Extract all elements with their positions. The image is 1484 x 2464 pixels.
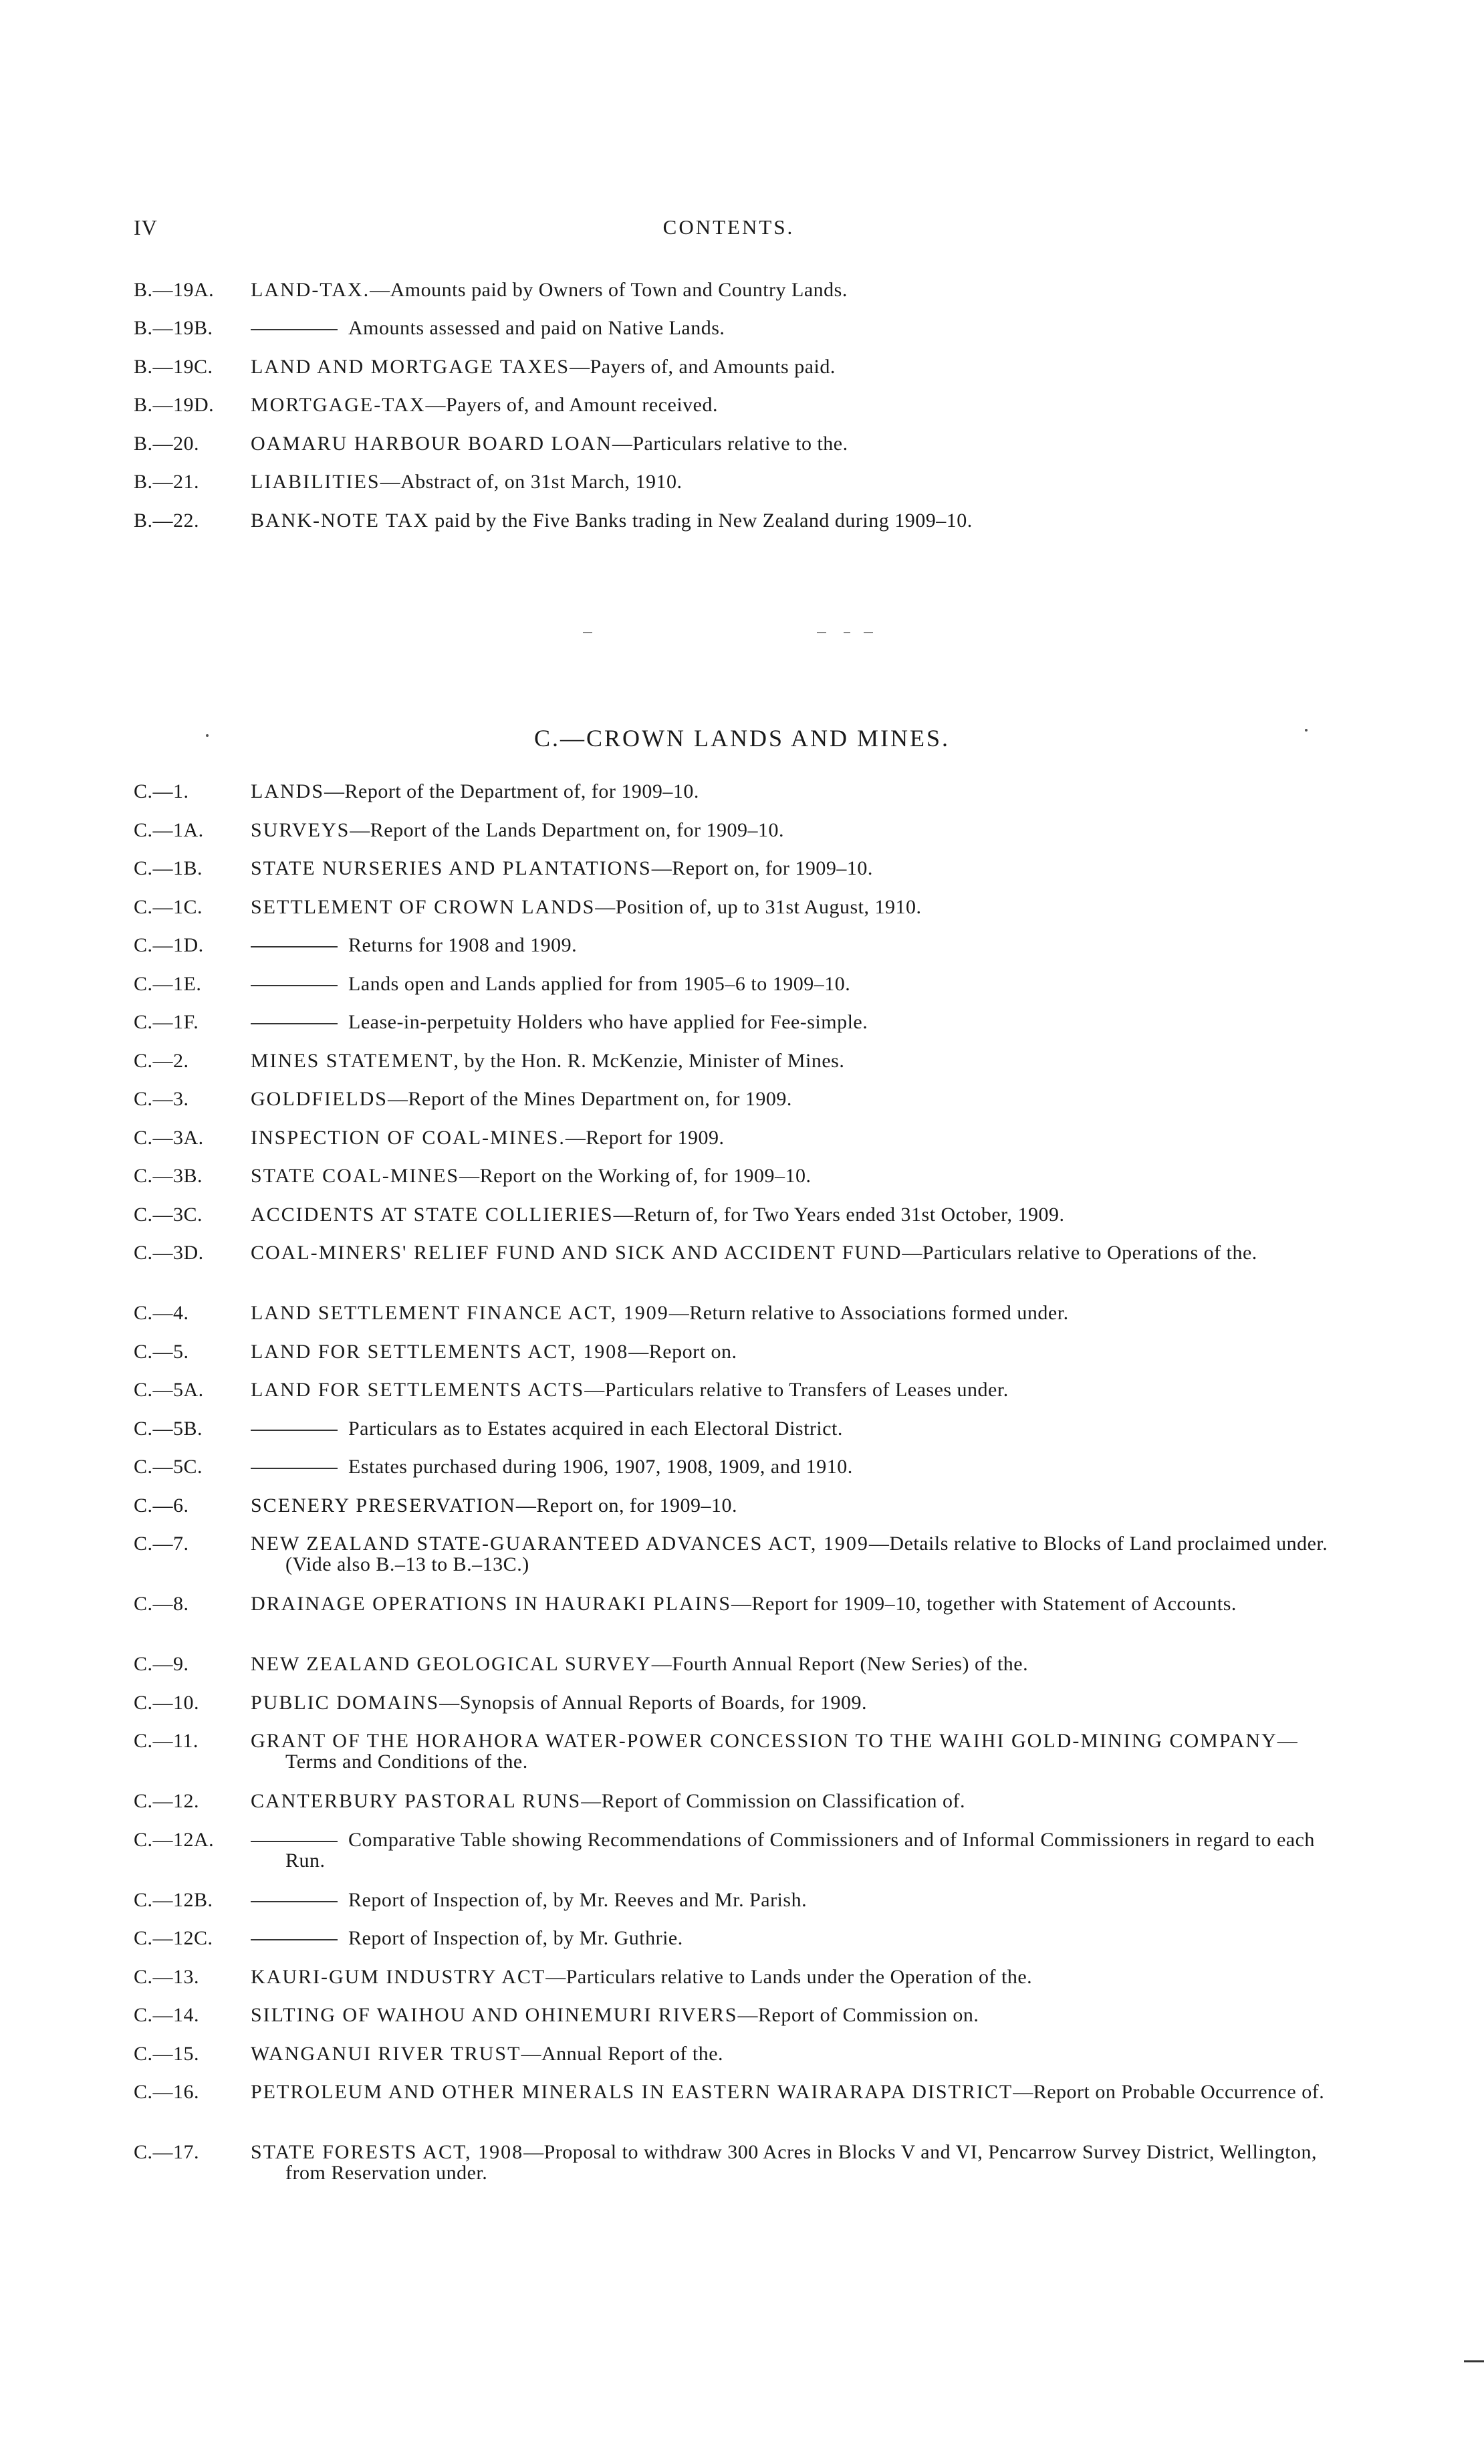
- entry-code: C.—3A.: [134, 1127, 204, 1149]
- entry-description: —Amounts paid by Owners of Town and Country Lands.: [370, 279, 848, 301]
- entry-title: WANGANUI RIVER TRUST: [251, 2043, 521, 2065]
- entry-description: —Report of Commission on.: [737, 2004, 979, 2026]
- separator-mark: [844, 632, 850, 633]
- entry-title: PUBLIC DOMAINS: [251, 1692, 440, 1714]
- contents-entry: [134, 935, 1330, 956]
- entry-title: KAURI-GUM INDUSTRY ACT: [251, 1966, 546, 1988]
- ditto-rule: [251, 1939, 338, 1940]
- contents-entry: [134, 1791, 1330, 1811]
- entry-text: [251, 471, 1330, 492]
- entry-title: LAND AND MORTGAGE TAXES: [251, 356, 570, 378]
- entry-title: LAND FOR SETTLEMENTS ACTS: [251, 1379, 585, 1401]
- contents-entry: [134, 1890, 1330, 1910]
- entry-description: Estates purchased during 1906, 1907, 1908, 1909, and 1910.: [348, 1456, 853, 1478]
- entry-title: LAND FOR SETTLEMENTS ACT, 1908: [251, 1341, 629, 1363]
- contents-entry: [134, 1730, 1330, 1772]
- separator-mark: [817, 632, 826, 633]
- contents-entry: [134, 318, 1330, 338]
- contents-entry: [134, 1204, 1330, 1225]
- contents-entry: [134, 279, 1330, 300]
- entry-code: C.—13.: [134, 1966, 200, 1988]
- contents-entry: [134, 1967, 1330, 1987]
- entry-description: —Terms and Conditions of the.: [285, 1730, 1298, 1773]
- entry-code: C.—11.: [134, 1730, 199, 1752]
- contents-entry: [134, 1303, 1330, 1323]
- entry-text: [251, 1890, 1330, 1910]
- entry-description: —Abstract of, on 31st March, 1910.: [380, 471, 683, 493]
- entry-description: —Payers of, and Amount received.: [425, 394, 718, 416]
- contents-entry: [134, 2043, 1330, 2064]
- entry-text: [251, 1829, 1330, 1871]
- entry-title: GOLDFIELDS: [251, 1088, 388, 1110]
- entry-text: [251, 897, 1330, 917]
- ditto-rule: [251, 946, 338, 947]
- entry-code: C.—3C.: [134, 1204, 203, 1226]
- entry-description: —Return of, for Two Years ended 31st October, 1909.: [613, 1204, 1065, 1226]
- entry-text: [251, 1967, 1330, 1987]
- entry-title: LAND SETTLEMENT FINANCE ACT, 1909: [251, 1302, 669, 1324]
- entry-text: [251, 1204, 1330, 1225]
- entry-description: —Return relative to Associations formed under.: [668, 1302, 1069, 1324]
- contents-entry: [134, 781, 1330, 802]
- entry-description: Amounts assessed and paid on Native Lands.: [348, 317, 725, 339]
- entry-title: MINES STATEMENT: [251, 1050, 454, 1072]
- entry-code: C.—15.: [134, 2043, 200, 2065]
- contents-entry: [134, 1928, 1330, 1948]
- entry-description: —Report of the Department of, for 1909–10.: [324, 780, 699, 802]
- entry-description: —Payers of, and Amounts paid.: [570, 356, 836, 378]
- entry-description: —Report of Commission on Classification of.: [581, 1790, 966, 1812]
- entry-description: —Report on.: [628, 1341, 737, 1363]
- entry-code: B.—19D.: [134, 394, 215, 416]
- contents-entry: [134, 1418, 1330, 1439]
- ditto-rule: [251, 1901, 338, 1902]
- contents-entry: [134, 1127, 1330, 1148]
- entry-code: C.—2.: [134, 1050, 189, 1072]
- contents-entry: [134, 395, 1330, 415]
- entry-description: —Fourth Annual Report (New Series) of the.: [651, 1653, 1029, 1675]
- entry-code: B.—21.: [134, 471, 200, 493]
- entry-code: B.—19B.: [134, 317, 213, 339]
- entry-text: [251, 1593, 1330, 1614]
- entry-description: Report of Inspection of, by Mr. Reeves and Mr. Parish.: [348, 1889, 808, 1911]
- entry-title: CANTERBURY PASTORAL RUNS: [251, 1790, 582, 1812]
- entry-text: [251, 395, 1330, 415]
- margin-mark: [1464, 2360, 1484, 2362]
- entry-description: —Report for 1909.: [565, 1127, 725, 1149]
- entry-description: —Annual Report of the.: [521, 2043, 724, 2065]
- entry-code: C.—12A.: [134, 1829, 215, 1851]
- contents-entry: [134, 1829, 1330, 1871]
- entry-title: LIABILITIES: [251, 471, 380, 493]
- entry-text: [251, 1533, 1330, 1575]
- entry-text: [251, 974, 1330, 994]
- entry-description: , by the Hon. R. McKenzie, Minister of Mines.: [453, 1050, 845, 1072]
- entry-text: [251, 1928, 1330, 1948]
- entry-title: SURVEYS: [251, 819, 350, 841]
- entry-description: —Report of the Lands Department on, for 1909–10.: [350, 819, 784, 841]
- contents-entry: [134, 1242, 1330, 1263]
- entry-description: Lands open and Lands applied for from 1905–6 to 1909–10.: [348, 973, 851, 995]
- contents-entry: [134, 1050, 1330, 1071]
- contents-entry: [134, 974, 1330, 994]
- entry-text: [251, 781, 1330, 802]
- entry-code: C.—5C.: [134, 1456, 203, 1478]
- contents-entry: [134, 820, 1330, 841]
- contents-entry: [134, 1495, 1330, 1516]
- entry-code: C.—1F.: [134, 1011, 199, 1033]
- contents-entry: [134, 1654, 1330, 1674]
- entry-text: [251, 510, 1330, 531]
- entry-code: B.—20.: [134, 433, 200, 455]
- contents-entry: [134, 1089, 1330, 1109]
- entry-description: —Particulars relative to Transfers of Leases under.: [584, 1379, 1009, 1401]
- entry-title: ACCIDENTS AT STATE COLLIERIES: [251, 1204, 614, 1226]
- ditto-rule: [251, 1430, 338, 1431]
- entry-text: [251, 2005, 1330, 2025]
- entry-description: Returns for 1908 and 1909.: [348, 934, 578, 956]
- entry-code: C.—16.: [134, 2081, 200, 2103]
- contents-entry: [134, 433, 1330, 454]
- ditto-rule: [251, 1468, 338, 1469]
- entry-title: PETROLEUM AND OTHER MINERALS IN EASTERN WAIRARAPA DISTRICT: [251, 2081, 1013, 2103]
- entry-title: STATE NURSERIES AND PLANTATIONS: [251, 857, 652, 879]
- entry-description: —Synopsis of Annual Reports of Boards, for 1909.: [439, 1692, 868, 1714]
- entry-code: C.—5.: [134, 1341, 189, 1363]
- entry-code: C.—5B.: [134, 1418, 203, 1440]
- entry-text: [251, 858, 1330, 879]
- entry-description: Comparative Table showing Recommendations of Commissioners and of Informal Commissioners in regard to each Run.: [285, 1829, 1315, 1872]
- entry-code: B.—22.: [134, 510, 200, 532]
- entry-text: [251, 2082, 1330, 2102]
- entry-text: [251, 1379, 1330, 1400]
- entry-description: —Position of, up to 31st August, 1910.: [595, 896, 922, 918]
- contents-entry: [134, 2082, 1330, 2102]
- entry-code: C.—3.: [134, 1088, 189, 1110]
- contents-entry: [134, 471, 1330, 492]
- contents-entry: [134, 356, 1330, 377]
- ditto-rule: [251, 1023, 338, 1024]
- entry-text: [251, 1012, 1330, 1032]
- entry-code: C.—12C.: [134, 1927, 213, 1949]
- entry-title: LANDS: [251, 780, 325, 802]
- entry-text: [251, 1730, 1330, 1772]
- entry-title: SILTING OF WAIHOU AND OHINEMURI RIVERS: [251, 2004, 738, 2026]
- entry-code: C.—1E.: [134, 973, 202, 995]
- entry-description: Particulars as to Estates acquired in each Electoral District.: [348, 1418, 843, 1440]
- entry-text: [251, 1456, 1330, 1477]
- ditto-rule: [251, 329, 338, 330]
- entry-code: C.—1C.: [134, 896, 203, 918]
- entry-code: C.—1D.: [134, 934, 204, 956]
- entry-code: C.—6.: [134, 1494, 189, 1517]
- contents-entry: [134, 1692, 1330, 1713]
- entry-code: C.—17.: [134, 2141, 200, 2163]
- entry-text: [251, 279, 1330, 300]
- entry-text: [251, 820, 1330, 841]
- entry-description: Lease-in-perpetuity Holders who have applied for Fee-simple.: [348, 1011, 868, 1033]
- entry-title: NEW ZEALAND STATE-GUARANTEED ADVANCES ACT, 1909: [251, 1533, 869, 1555]
- contents-entry: [134, 1165, 1330, 1186]
- entry-text: [251, 1654, 1330, 1674]
- ditto-rule: [251, 985, 338, 986]
- entry-text: [251, 1089, 1330, 1109]
- entry-text: [251, 935, 1330, 956]
- running-head: CONTENTS.: [662, 215, 795, 239]
- entry-text: [251, 1050, 1330, 1071]
- entry-text: [251, 1303, 1330, 1323]
- entry-description: —Report of the Mines Department on, for 1909.: [388, 1088, 792, 1110]
- contents-entry: [134, 897, 1330, 917]
- entry-description: paid by the Five Banks trading in New Zealand during 1909–10.: [429, 510, 973, 532]
- entry-description: —Particulars relative to the.: [612, 433, 848, 455]
- entry-code: C.—1.: [134, 780, 189, 802]
- entry-text: [251, 318, 1330, 338]
- entry-title: MORTGAGE-TAX: [251, 394, 426, 416]
- entry-text: [251, 1418, 1330, 1439]
- entry-description: —Particulars relative to Lands under the Operation of the.: [545, 1966, 1033, 1988]
- entry-code: C.—12.: [134, 1790, 200, 1812]
- ditto-rule: [251, 1841, 338, 1842]
- separator-mark: [583, 632, 592, 633]
- entry-title: GRANT OF THE HORAHORA WATER-POWER CONCESSION TO THE WAIHI GOLD-MINING COMPANY: [251, 1730, 1277, 1752]
- entry-description: —Proposal to withdraw 300 Acres in Blocks V and VI, Pencarrow Survey District, Wellington, from Reservation under.: [285, 2141, 1318, 2184]
- entry-code: C.—3B.: [134, 1165, 203, 1187]
- entry-title: SCENERY PRESERVATION: [251, 1494, 516, 1517]
- entry-code: B.—19A.: [134, 279, 215, 301]
- entry-title: DRAINAGE OPERATIONS IN HAURAKI PLAINS: [251, 1593, 731, 1615]
- entry-text: [251, 356, 1330, 377]
- entry-title: NEW ZEALAND GEOLOGICAL SURVEY: [251, 1653, 652, 1675]
- entry-description: Report of Inspection of, by Mr. Guthrie.: [348, 1927, 683, 1949]
- entry-code: C.—8.: [134, 1593, 189, 1615]
- entry-code: C.—10.: [134, 1692, 200, 1714]
- entry-code: C.—1B.: [134, 857, 203, 879]
- entry-title: OAMARU HARBOUR BOARD LOAN: [251, 433, 612, 455]
- contents-entry: [134, 2142, 1330, 2183]
- entry-title: STATE COAL-MINES: [251, 1165, 460, 1187]
- entry-title: INSPECTION OF COAL-MINES.: [251, 1127, 566, 1149]
- entry-code: B.—19C.: [134, 356, 213, 378]
- entry-text: [251, 1127, 1330, 1148]
- entry-text: [251, 1495, 1330, 1516]
- contents-entry: [134, 1012, 1330, 1032]
- contents-entry: [134, 1456, 1330, 1477]
- entry-text: [251, 1791, 1330, 1811]
- contents-entry: [134, 1593, 1330, 1614]
- entry-description: —Report on Probable Occurrence of.: [1013, 2081, 1325, 2103]
- entry-title: STATE FORESTS ACT, 1908: [251, 2141, 524, 2163]
- entry-text: [251, 2043, 1330, 2064]
- page-header: [134, 215, 1324, 249]
- contents-entry: [134, 858, 1330, 879]
- entry-description: —Report on, for 1909–10.: [515, 1494, 737, 1517]
- entry-code: C.—12B.: [134, 1889, 213, 1911]
- entry-text: [251, 1165, 1330, 1186]
- entry-title: SETTLEMENT OF CROWN LANDS: [251, 896, 596, 918]
- entry-title: BANK-NOTE TAX: [251, 510, 430, 532]
- entry-code: C.—4.: [134, 1302, 189, 1324]
- contents-entry: [134, 510, 1330, 531]
- contents-entry: [134, 1341, 1330, 1362]
- entry-code: C.—9.: [134, 1653, 189, 1675]
- entry-code: C.—1A.: [134, 819, 204, 841]
- separator-mark: [864, 632, 873, 633]
- entry-code: C.—5A.: [134, 1379, 204, 1401]
- entry-description: —Report on the Working of, for 1909–10.: [459, 1165, 812, 1187]
- entry-description: —Report on, for 1909–10.: [651, 857, 873, 879]
- contents-entry: [134, 1533, 1330, 1575]
- entry-description: —Particulars relative to Operations of the.: [902, 1242, 1257, 1264]
- entry-text: [251, 1341, 1330, 1362]
- entry-text: [251, 1242, 1330, 1263]
- entry-title: LAND-TAX.: [251, 279, 370, 301]
- entry-text: [251, 2142, 1330, 2183]
- contents-entry: [134, 1379, 1330, 1400]
- section-c-heading: C.—CROWN LANDS AND MINES.: [533, 725, 951, 752]
- entry-description: —Details relative to Blocks of Land proclaimed under. (Vide also B.–13 to B.–13C.): [285, 1533, 1328, 1575]
- entry-code: C.—14.: [134, 2004, 200, 2026]
- page-number: IV: [134, 215, 158, 239]
- entry-code: C.—7.: [134, 1533, 189, 1555]
- entry-text: [251, 433, 1330, 454]
- contents-entry: [134, 2005, 1330, 2025]
- entry-title: COAL-MINERS' RELIEF FUND AND SICK AND ACCIDENT FUND: [251, 1242, 902, 1264]
- entry-text: [251, 1692, 1330, 1713]
- entry-code: C.—3D.: [134, 1242, 204, 1264]
- entry-description: —Report for 1909–10, together with Statement of Accounts.: [731, 1593, 1237, 1615]
